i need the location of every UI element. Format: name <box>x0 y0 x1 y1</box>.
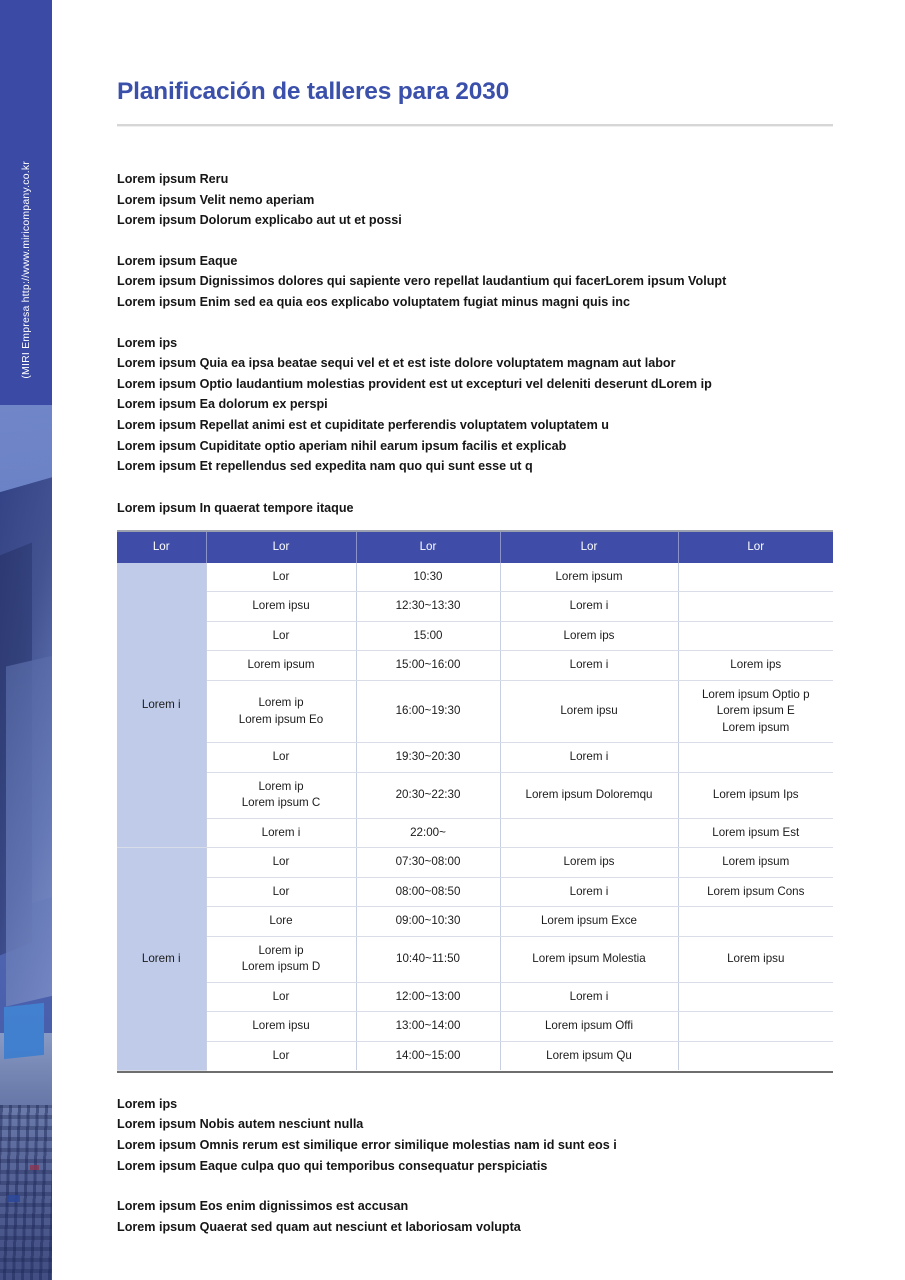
table-cell: 08:00~08:50 <box>356 877 500 907</box>
table-cell: Lorem ips <box>500 848 678 878</box>
paragraph-line: Lorem ipsum Repellat animi est et cupiditate perferendis voluptatem voluptatem u <box>117 417 609 432</box>
table-cell: 10:40~11:50 <box>356 936 500 982</box>
table-cell: Lor <box>206 743 356 773</box>
table-row <box>117 907 833 937</box>
table-row <box>117 772 833 818</box>
table-cell: Lorem i <box>206 818 356 848</box>
table-cell: Lorem ip Lorem ipsum Eo <box>206 680 356 743</box>
table-cell: Lorem ipsum Molestia <box>500 936 678 982</box>
table-cell: Lorem ipsu <box>500 680 678 743</box>
paragraph-line: Lorem ips <box>117 1096 178 1111</box>
column-header-5: Lor <box>678 531 833 563</box>
table-header-row <box>117 531 833 563</box>
table-row <box>117 1012 833 1042</box>
table-cell: Lorem ips <box>500 621 678 651</box>
paragraph-line: Lorem ipsum Enim sed ea quia eos explicabo voluptatem fugiat minus magni quis inc <box>117 294 630 309</box>
table-caption: Lorem ipsum In quaerat tempore itaque <box>117 500 354 515</box>
table-row <box>117 743 833 773</box>
column-header-1: Lor <box>117 531 206 563</box>
paragraph-line: Lorem ipsum Dignissimos dolores qui sapiente vero repellat laudantium qui facerLorem ipsum Volupt <box>117 274 727 289</box>
paragraph-line: Lorem ips <box>117 335 178 350</box>
table-cell <box>678 592 833 622</box>
sidebar-city-photo <box>0 405 52 1280</box>
table-cell <box>500 818 678 848</box>
page-title: Planificación de talleres para 2030 <box>117 78 510 105</box>
table-row <box>117 877 833 907</box>
table-row <box>117 982 833 1012</box>
paragraph-block-4 <box>117 1094 833 1176</box>
table-cell <box>678 982 833 1012</box>
paragraph-line: Lorem ipsum Optio laudantium molestias provident est ut excepturi vel deleniti deserunt dLorem ip <box>117 376 712 391</box>
table-row <box>117 848 833 878</box>
table-cell: Lorem ipsum Exce <box>500 907 678 937</box>
paragraph-line: Lorem ipsum Ea dolorum ex perspi <box>117 397 328 412</box>
table-cell: Lor <box>206 982 356 1012</box>
table-cell: Lorem i <box>500 651 678 681</box>
table-caption-block <box>117 498 833 519</box>
table-cell: 13:00~14:00 <box>356 1012 500 1042</box>
table-cell: Lorem ipsum Doloremqu <box>500 772 678 818</box>
paragraph-line: Lorem ipsum Eos enim dignissimos est accusan <box>117 1199 409 1214</box>
paragraph-line: Lorem ipsum Cupiditate optio aperiam nihil earum ipsum facilis et explicab <box>117 438 567 453</box>
table-cell: 16:00~19:30 <box>356 680 500 743</box>
column-header-4: Lor <box>500 531 678 563</box>
table-cell: Lorem ipsu <box>206 592 356 622</box>
paragraph-line: Lorem ipsum Velit nemo aperiam <box>117 192 315 207</box>
paragraph-line: Lorem ipsum Eaque culpa quo qui temporibus consequatur perspiciatis <box>117 1158 548 1173</box>
table-cell <box>678 563 833 592</box>
table-row <box>117 592 833 622</box>
paragraph-line: Lorem ipsum Reru <box>117 172 229 186</box>
table-header <box>117 531 833 563</box>
table-row <box>117 936 833 982</box>
table-cell: 19:30~20:30 <box>356 743 500 773</box>
paragraph-block-3 <box>117 333 833 477</box>
paragraph-line: Lorem ipsum Nobis autem nesciunt nulla <box>117 1117 364 1132</box>
paragraph-block-2 <box>117 251 833 313</box>
table-cell: Lor <box>206 877 356 907</box>
table-row <box>117 621 833 651</box>
table-cell: 20:30~22:30 <box>356 772 500 818</box>
company-url-label: (MIRI Empresa http://www.miricompany.co.kr <box>20 161 32 379</box>
table-cell <box>678 1041 833 1070</box>
paragraph-block-1 <box>117 169 833 231</box>
table-bottom-border <box>117 1071 833 1073</box>
paragraph-line: Lorem ipsum Quaerat sed quam aut nesciunt et laboriosam volupta <box>117 1219 521 1234</box>
table-cell: 12:30~13:30 <box>356 592 500 622</box>
paragraph-line: Lorem ipsum Et repellendus sed expedita nam quo qui sunt esse ut q <box>117 459 533 474</box>
table-row <box>117 1041 833 1070</box>
table-cell: Lor <box>206 848 356 878</box>
table-cell: 15:00 <box>356 621 500 651</box>
table-cell: 07:30~08:00 <box>356 848 500 878</box>
table-cell: Lor <box>206 1041 356 1070</box>
table-cell <box>678 743 833 773</box>
table-cell: Lorem ipsum <box>206 651 356 681</box>
table-cell: Lorem ipsu <box>678 936 833 982</box>
column-header-2: Lor <box>206 531 356 563</box>
table-cell: Lorem i <box>500 877 678 907</box>
table-cell: Lorem ip Lorem ipsum D <box>206 936 356 982</box>
table-cell: Lor <box>206 621 356 651</box>
photo-blue-overlay <box>0 405 52 1280</box>
sidebar-vertical-text <box>0 150 52 390</box>
table-cell <box>678 907 833 937</box>
group-label-cell: Lorem i <box>117 848 206 1071</box>
table-cell: 10:30 <box>356 563 500 592</box>
table-body <box>117 563 833 1071</box>
decorative-sidebar <box>0 0 52 1280</box>
table-cell <box>678 1012 833 1042</box>
paragraph-block-5 <box>117 1196 833 1237</box>
group-label-cell: Lorem i <box>117 563 206 848</box>
table-cell: Lorem ipsum Est <box>678 818 833 848</box>
table-row <box>117 651 833 681</box>
table-cell: Lorem ipsum <box>678 848 833 878</box>
table-row <box>117 818 833 848</box>
paragraph-line: Lorem ipsum Eaque <box>117 253 238 268</box>
table-cell: Lorem ips <box>678 651 833 681</box>
table-cell: Lor <box>206 563 356 592</box>
paragraph-line: Lorem ipsum Quia ea ipsa beatae sequi vel et et est iste dolore voluptatem magnam aut labor <box>117 356 676 371</box>
table-cell: Lorem ipsum Cons <box>678 877 833 907</box>
schedule-table <box>117 530 833 1071</box>
table-cell: Lorem i <box>500 743 678 773</box>
table-cell: 15:00~16:00 <box>356 651 500 681</box>
table-cell: Lore <box>206 907 356 937</box>
document-content <box>117 0 833 1237</box>
table-cell: 09:00~10:30 <box>356 907 500 937</box>
table-cell: Lorem ipsum Offi <box>500 1012 678 1042</box>
column-header-3: Lor <box>356 531 500 563</box>
table-cell: Lorem ipsum Qu <box>500 1041 678 1070</box>
table-cell: Lorem ipsum <box>500 563 678 592</box>
table-cell: Lorem ipsu <box>206 1012 356 1042</box>
table-cell: Lorem ip Lorem ipsum C <box>206 772 356 818</box>
table-row <box>117 563 833 592</box>
table-cell: Lorem i <box>500 982 678 1012</box>
paragraph-line: Lorem ipsum Omnis rerum est similique error similique molestias nam id sunt eos i <box>117 1138 617 1152</box>
table-cell: Lorem i <box>500 592 678 622</box>
table-cell: Lorem ipsum Ips <box>678 772 833 818</box>
table-cell: 12:00~13:00 <box>356 982 500 1012</box>
table-row <box>117 680 833 743</box>
table-cell: 22:00~ <box>356 818 500 848</box>
paragraph-line: Lorem ipsum Dolorum explicabo aut ut et possi <box>117 213 402 228</box>
table-cell: Lorem ipsum Optio p Lorem ipsum E Lorem ipsum <box>678 680 833 743</box>
title-divider <box>117 124 833 127</box>
table-cell: 14:00~15:00 <box>356 1041 500 1070</box>
table-cell <box>678 621 833 651</box>
